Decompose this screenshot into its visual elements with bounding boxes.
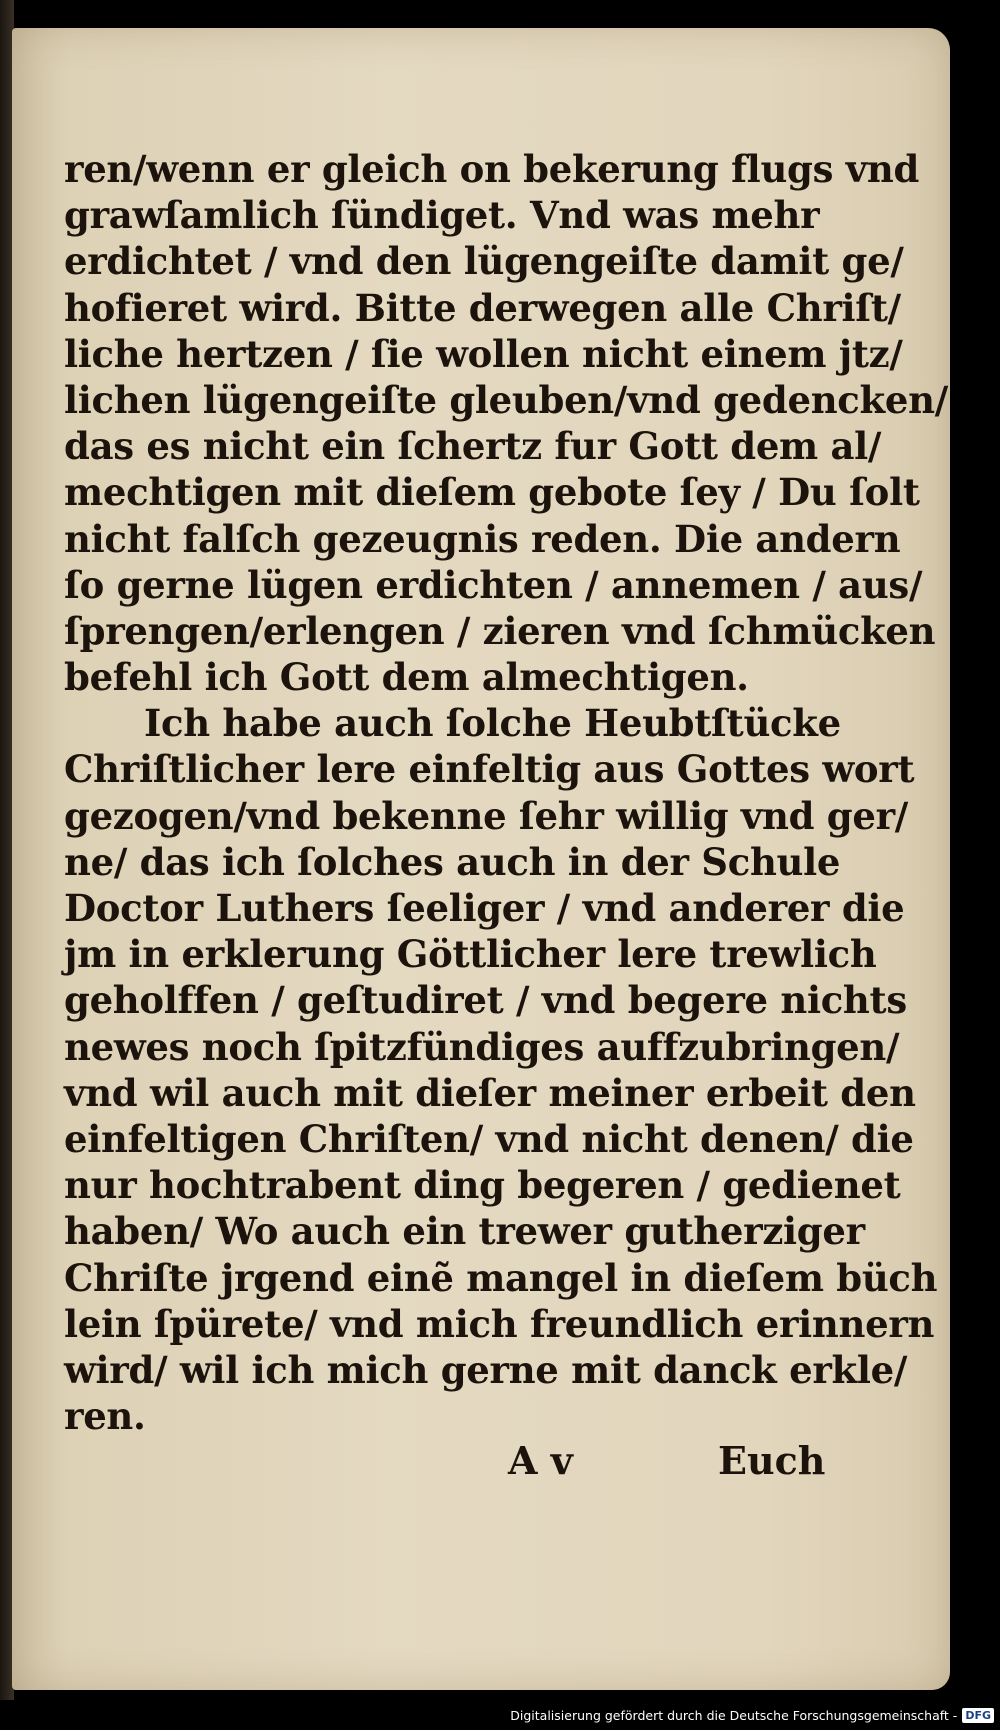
text-line: Chriſtlicher lere einfeltig aus Gottes wort [64, 747, 915, 792]
text-line: jm in erklerung Göttlicher lere trewlich [64, 932, 877, 977]
page-text [64, 146, 948, 1439]
page-bottom-row [12, 1438, 832, 1488]
book-page [12, 28, 950, 1690]
text-line: ſprengen/erlengen / zieren vnd ſchmücken [64, 608, 936, 653]
paragraph-start-line: Ich habe auch ſolche Heubtſtücke [144, 701, 841, 746]
text-line: haben/ Wo auch ein trewer gutherziger [64, 1209, 865, 1254]
text-line: geholffen / geſtudiret / vnd begere nichts [64, 978, 907, 1023]
funding-text: Digitalisierung gefördert durch die Deutsche Forschungsgemeinschaft - [510, 1707, 958, 1723]
text-line: Chriſte jrgend einẽ mangel in dieſem büch [64, 1255, 938, 1300]
catchword: Euch [718, 1438, 826, 1483]
text-line: erdichtet / vnd den lügengeiſte damit ge/ [64, 239, 904, 284]
text-line: vnd wil auch mit dieſer meiner erbeit den [64, 1070, 916, 1115]
text-line: einfeltigen Chriſten/ vnd nicht denen/ die [64, 1116, 914, 1161]
text-line: ren/wenn er gleich on bekerung flugs vnd [64, 147, 920, 191]
text-line: wird/ wil ich mich gerne mit danck erkle/ [64, 1347, 908, 1392]
text-line: gezogen/vnd bekenne ſehr willig vnd ger/ [64, 793, 909, 838]
text-line: Doctor Luthers ſeeliger / vnd anderer die [64, 886, 905, 930]
text-line: ren. [64, 1394, 146, 1439]
text-line: lichen lügengeiſte gleuben/vnd gedencken/ [64, 377, 948, 422]
text-line: ſo gerne lügen erdichten / annemen / aus/ [64, 562, 923, 607]
text-line: nur hochtrabent ding begeren / gedienet [64, 1163, 901, 1208]
text-line: befehl ich Gott dem almechtigen. [64, 655, 749, 700]
text-line: lein ſpürete/ vnd mich freundlich erinnern [64, 1301, 935, 1346]
text-line: hofieret wird. Bitte derwegen alle Chriſt/ [64, 285, 901, 330]
text-line: newes noch ſpitzfündiges auffzubringen/ [64, 1024, 900, 1069]
text-line: ne/ das ich ſolches auch in der Schule [64, 839, 841, 884]
text-line: nicht falſch gezeugnis reden. Die andern [64, 516, 901, 561]
text-line: liche hertzen / ſie wollen nicht einem jtz/ [64, 331, 903, 376]
signature-mark: A v [508, 1438, 573, 1483]
text-line: das es nicht ein ſchertz fur Gott dem al/ [64, 424, 882, 469]
funding-notice [510, 1704, 994, 1726]
dfg-logo: DFG [962, 1708, 994, 1723]
text-line: mechtigen mit dieſem gebote ſey / Du ſolt [64, 470, 920, 515]
text-line: grawſamlich ſündiget. Vnd was mehr [64, 193, 820, 238]
